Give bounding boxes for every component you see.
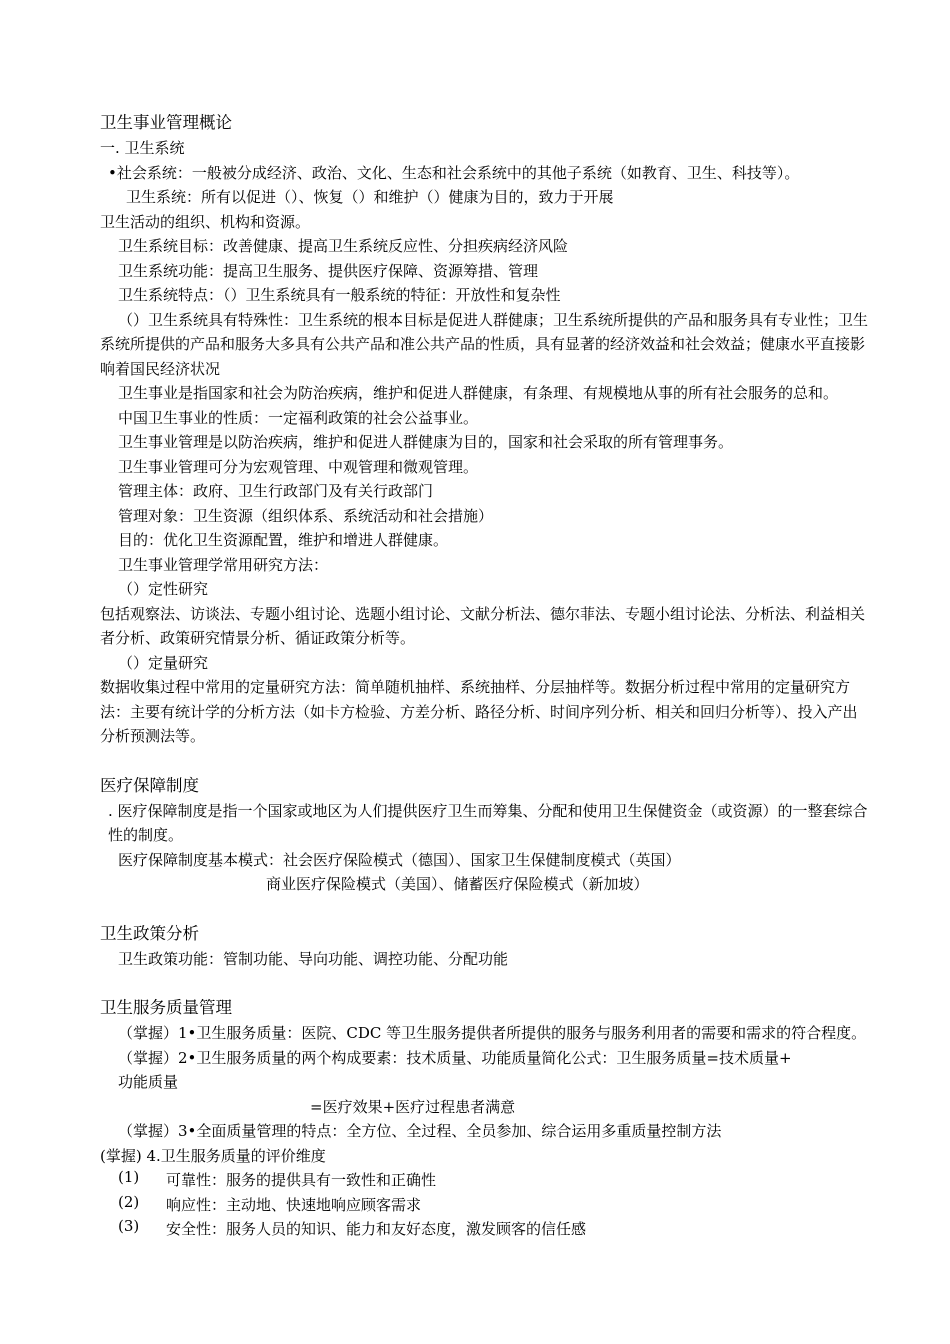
paragraph-quantitative-body: 数据收集过程中常用的定量研究方法：简单随机抽样、系统抽样、分层抽样等。数据分析过程中常用的定量研究方法：主要有统计学的分析方法（如卡方检验、方差分析、路径分析、时间序列分析、相关和回归分析等）、投入产出分析预测法等。 bbox=[100, 678, 858, 745]
paragraph-system-goals: 卫生系统目标：改善健康、提高卫生系统反应性、分担疾病经济风险 bbox=[118, 237, 569, 255]
paragraph-policy-functions: 卫生政策功能：管制功能、导向功能、调控功能、分配功能 bbox=[118, 949, 509, 968]
paragraph-medical-security-modes-cont: 商业医疗保险模式（美国）、储蓄医疗保险模式（新加坡） bbox=[266, 875, 649, 893]
section-title-service-quality: 卫生服务质量管理 bbox=[100, 998, 232, 1017]
paragraph-management-object: 管理对象：卫生资源（组织体系、系统活动和社会措施） bbox=[118, 506, 494, 525]
paragraph-system-functions: 卫生系统功能：提高卫生服务、提供医疗保障、资源筹措、管理 bbox=[118, 261, 539, 280]
list-item-number: (1) bbox=[118, 1168, 140, 1186]
section-title-health-policy: 卫生政策分析 bbox=[100, 923, 199, 943]
paragraph-health-system-def-cont: 卫生活动的组织、机构和资源。 bbox=[100, 212, 311, 231]
paragraph-quantitative-heading: （）定量研究 bbox=[118, 653, 209, 672]
section-title-health-management: 卫生事业管理概论 bbox=[100, 113, 232, 132]
section-title-medical-security: 医疗保障制度 bbox=[100, 775, 199, 795]
paragraph-health-management-def: 卫生事业管理是以防治疾病，维护和促进人群健康为目的，国家和社会采取的所有管理事务。 bbox=[118, 433, 734, 451]
paragraph-quality-elements-cont: 功能质量 bbox=[118, 1073, 179, 1091]
paragraph-system-specialty: （）卫生系统具有特殊性：卫生系统的根本目标是促进人群健康；卫生系统所提供的产品和服务具有专业性；卫生系统所提供的产品和服务大多具有公共产品和准公共产品的性质，具有显著的经济效益和社会效益；健康水平直接影响着国民经济状况 bbox=[100, 310, 869, 378]
paragraph-management-levels: 卫生事业管理可分为宏观管理、中观管理和微观管理。 bbox=[118, 457, 479, 476]
paragraph-health-undertaking-def: 卫生事业是指国家和社会为防治疾病，维护和促进人群健康，有条理、有规模地从事的所有社会服务的总和。 bbox=[118, 384, 839, 402]
paragraph-tqm-features: （掌握）3•全面质量管理的特点：全方位、全过程、全员参加、综合运用多重质量控制方法 bbox=[118, 1122, 722, 1140]
list-item-number: (3) bbox=[118, 1217, 140, 1235]
list-item-text: 可靠性：服务的提供具有一致性和正确性 bbox=[166, 1171, 437, 1189]
paragraph-social-system: •社会系统：一般被分成经济、政治、文化、生态和社会系统中的其他子系统（如教育、卫生、科技等）。 bbox=[108, 163, 800, 182]
paragraph-system-features: 卫生系统特点：（）卫生系统具有一般系统的特征：开放性和复杂性 bbox=[118, 286, 561, 304]
paragraph-management-subject: 管理主体：政府、卫生行政部门及有关行政部门 bbox=[118, 482, 434, 500]
paragraph-medical-security-def: . 医疗保障制度是指一个国家或地区为人们提供医疗卫生而筹集、分配和使用卫生保健资金（或资源）的一整套综合性的制度。 bbox=[108, 801, 868, 844]
paragraph-qualitative-heading: （）定性研究 bbox=[118, 580, 209, 598]
list-item-number: (2) bbox=[118, 1192, 140, 1211]
paragraph-quality-elements: （掌握）2•卫生服务质量的两个构成要素：技术质量、功能质量简化公式：卫生服务质量=技术质量+ bbox=[118, 1048, 792, 1067]
paragraph-research-methods: 卫生事业管理学常用研究方法： bbox=[118, 555, 329, 574]
subsection-title-health-system: 一. 卫生系统 bbox=[100, 139, 185, 157]
paragraph-evaluation-dimensions: (掌握) 4.卫生服务质量的评价维度 bbox=[100, 1146, 326, 1165]
paragraph-china-health-nature: 中国卫生事业的性质：一定福利政策的社会公益事业。 bbox=[118, 408, 479, 427]
list-item-text: 响应性：主动地、快速地响应顾客需求 bbox=[166, 1195, 422, 1214]
paragraph-quality-formula: =医疗效果+医疗过程患者满意 bbox=[310, 1097, 516, 1116]
paragraph-qualitative-body: 包括观察法、访谈法、专题小组讨论、选题小组讨论、文献分析法、德尔菲法、专题小组讨论法、分析法、利益相关者分析、政策研究情景分析、循证政策分析等。 bbox=[100, 604, 866, 647]
document-page bbox=[100, 110, 870, 1242]
paragraph-quality-def: （掌握）1•卫生服务质量：医院、CDC 等卫生服务提供者所提供的服务与服务利用者的需要和需求的符合程度。 bbox=[118, 1024, 867, 1042]
paragraph-medical-security-modes: 医疗保障制度基本模式：社会医疗保险模式（德国）、国家卫生保健制度模式（英国） bbox=[118, 850, 681, 869]
paragraph-management-purpose: 目的：优化卫生资源配置，维护和增进人群健康。 bbox=[118, 531, 449, 549]
list-item-text: 安全性：服务人员的知识、能力和友好态度，激发顾客的信任感 bbox=[166, 1220, 587, 1238]
list-item bbox=[100, 1217, 870, 1242]
list-item bbox=[100, 1193, 870, 1218]
list-item bbox=[100, 1168, 870, 1193]
paragraph-health-system-def: 卫生系统：所有以促进（）、恢复（）和维护（）健康为目的，致力于开展 bbox=[126, 188, 614, 206]
